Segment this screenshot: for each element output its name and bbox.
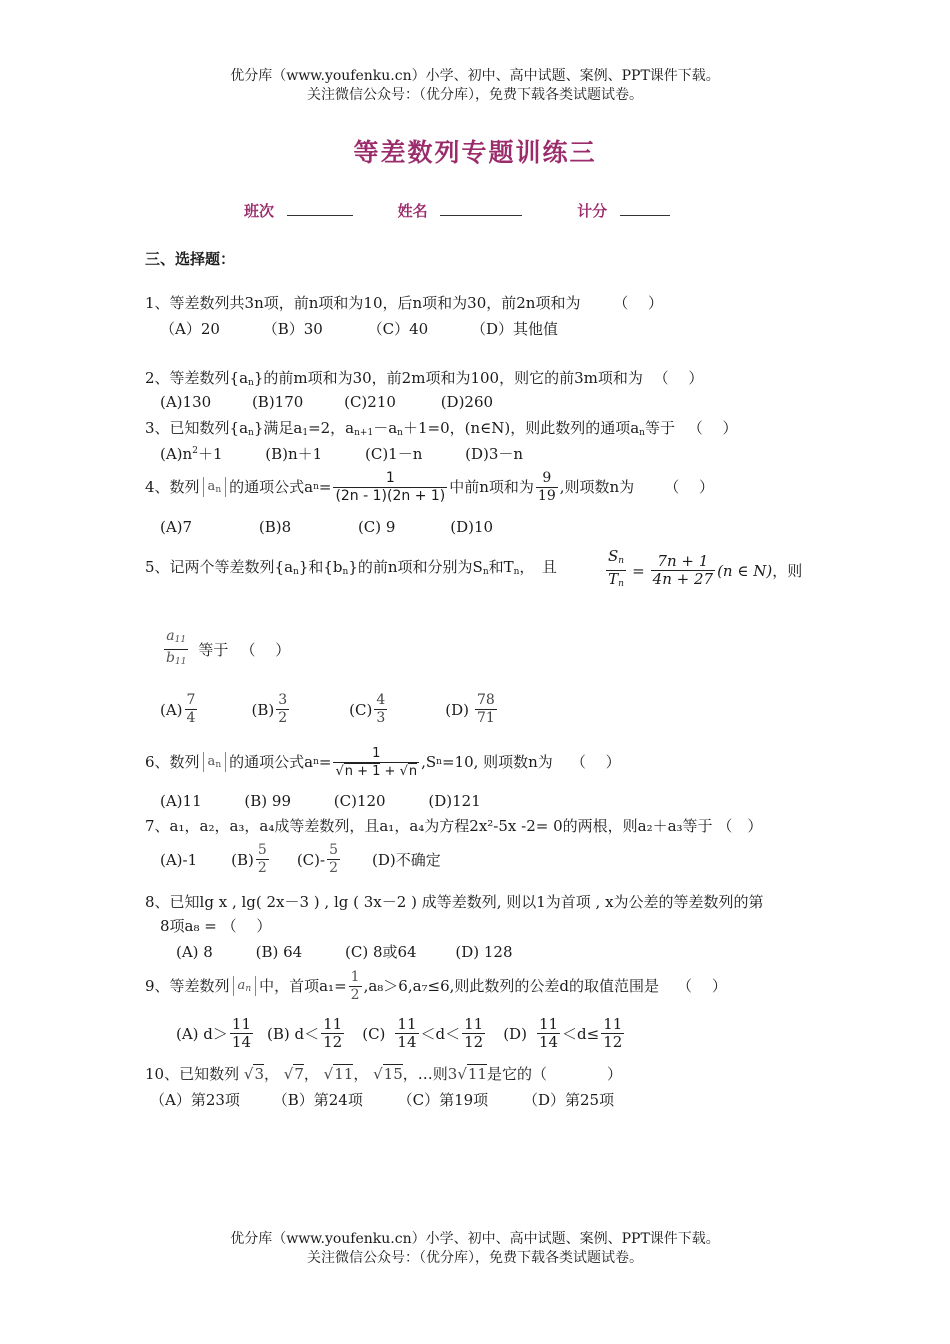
- q6-text-2: 的通项公式a: [229, 753, 314, 771]
- q9-text-3: ,a₈＞6,a₇≤6,则此数列的公差d的取值范围是: [363, 977, 660, 995]
- q5-answer-paren[interactable]: （ ）: [240, 641, 291, 659]
- q3-text-4: －a: [373, 419, 398, 437]
- q7-options: [160, 842, 441, 877]
- section-title: 三、选择题：: [145, 250, 236, 268]
- q9-option-d-num2: 11: [603, 1015, 623, 1033]
- q7-option-c-label: (C)-: [296, 850, 326, 869]
- q8-option-c[interactable]: (C) 8或64: [345, 943, 417, 961]
- q9-option-c-num2: 11: [464, 1015, 484, 1033]
- q1-option-d[interactable]: （D）其他值: [470, 320, 558, 338]
- q2-answer-paren[interactable]: （ ）: [653, 369, 704, 387]
- q9-option-a-den: 14: [231, 1033, 252, 1051]
- q9-option-d-ineq: ＜d≤: [562, 1025, 600, 1043]
- q5-option-b-den: 2: [278, 710, 288, 726]
- q4-formula-den: (2n - 1)(2n + 1): [335, 487, 446, 504]
- q5-option-c-den: 3: [376, 710, 386, 726]
- q3-answer-paren[interactable]: （ ）: [687, 419, 738, 437]
- q6-text-1: 6、数列: [145, 753, 200, 771]
- q5-option-b[interactable]: [251, 692, 291, 727]
- q9-option-c-num1: 11: [397, 1015, 417, 1033]
- q9-option-d[interactable]: [503, 1016, 626, 1051]
- q4-text-2: 的通项公式a: [229, 478, 314, 496]
- q9-first-term-num: 1: [350, 968, 360, 985]
- q5-ratio-value: [651, 553, 715, 588]
- question-5-line-1: 5、记两个等差数列$\{a_n\}$和$\{b_n\}$的前n项和分别为$S_n$和$T_n$， 且: [145, 558, 557, 577]
- q7-option-c-den: 2: [329, 860, 338, 876]
- q1-options: [160, 318, 558, 339]
- q8-option-d[interactable]: (D) 128: [455, 943, 513, 961]
- q5-option-d-label: (D): [445, 700, 469, 719]
- name-label: 姓名: [397, 202, 428, 220]
- q10-root-3: 11: [334, 1065, 354, 1083]
- q3-options: [160, 443, 523, 464]
- q9-option-b-num: 11: [323, 1015, 343, 1033]
- q8-line-2: [160, 916, 271, 936]
- q10-root-1: 3: [254, 1065, 264, 1083]
- q7-option-b-label: (B): [231, 850, 254, 869]
- score-blank[interactable]: [620, 201, 670, 216]
- q4-sum-num: 9: [542, 469, 552, 486]
- q10-text-2[interactable]: 是它的（ ）: [486, 1065, 622, 1083]
- q9-option-d-den2: 12: [603, 1033, 623, 1051]
- q1-text: 1、等差数列共3n项，前n项和为10，后n项和为30，前2n项和为: [145, 294, 581, 312]
- q6-formula-num: 1: [372, 745, 381, 761]
- q6-text-5: =10, 则项数n为: [441, 753, 553, 771]
- q4-formula-num: 1: [385, 469, 395, 486]
- q5-option-a-label: (A): [160, 700, 183, 719]
- q2-option-b[interactable]: (B)170: [251, 393, 304, 411]
- q5-text-6: ，则: [772, 562, 803, 580]
- q2-options: [160, 393, 493, 411]
- q6-option-d[interactable]: (D)121: [428, 792, 481, 810]
- q5-text-2: }和{b: [298, 558, 343, 576]
- q4-option-c[interactable]: (C) 9: [357, 518, 396, 536]
- q6-sequence-symbol: $a_n$: [203, 752, 227, 772]
- question-10: 10、已知数列 √3， √7， √11， √15，…则3√11是它的（ ）: [145, 1065, 622, 1083]
- q10-root-4: 15: [383, 1065, 403, 1083]
- q9-first-term: [349, 969, 362, 1004]
- q8-text-2: 8项a₈ =: [160, 917, 217, 935]
- q4-sequence-symbol: $a_n$: [203, 477, 227, 497]
- q3-option-a-text2: ＋1: [197, 445, 223, 463]
- q6-option-b[interactable]: (B) 99: [244, 792, 291, 810]
- q9-text-1: 9、等差数列: [145, 977, 230, 995]
- q5-option-b-num: 3: [278, 692, 288, 708]
- q6-options: [160, 792, 481, 810]
- q4-answer-paren[interactable]: （ ）: [664, 478, 714, 496]
- q9-option-b-den: 12: [323, 1033, 343, 1051]
- q7-option-c[interactable]: [297, 842, 342, 877]
- q5-option-c-label: (C): [349, 700, 373, 719]
- q4-option-a[interactable]: (A)7: [160, 518, 193, 536]
- q7-option-b-num: 5: [257, 842, 267, 858]
- q7-option-b[interactable]: [231, 842, 271, 877]
- q5-option-d[interactable]: [445, 692, 499, 727]
- q5-ratio-num: 7n + 1: [657, 552, 709, 570]
- q9-options: [176, 1016, 626, 1051]
- q2-option-c[interactable]: (C)210: [344, 393, 396, 411]
- q6-text-4: ,S: [421, 753, 437, 771]
- q1-option-a[interactable]: （A）20: [160, 320, 220, 338]
- q2-text-a: 2、等差数列{a: [145, 369, 249, 387]
- q7-text: 7、a₁，a₂，a₃，a₄成等差数列，且a₁，a₄为方程2x²-5x -2= 0的两根，则a₂＋a₃等于: [145, 817, 713, 835]
- q10-option-d[interactable]: （D）第25项: [522, 1091, 615, 1109]
- q9-option-d-label: (D): [503, 1024, 527, 1043]
- question-1: [145, 293, 663, 313]
- q9-option-a[interactable]: [176, 1016, 255, 1051]
- q10-dots: ，…则: [402, 1065, 448, 1083]
- q5-ratio-st: $\frac{S_n}{T_n}$: [606, 548, 626, 593]
- q4-text-4: 中前n项和为: [449, 478, 534, 496]
- q10-coef: 3: [447, 1065, 458, 1083]
- q2-text-b: }的前m项和为30，前2m项和为100，则它的前3m项和为: [253, 369, 643, 387]
- q9-text-2: 中，首项a₁=: [259, 977, 347, 995]
- footer-line-1: 优分库（www.youfenku.cn）小学、初中、高中试题、案例、PPT课件下载。: [230, 1231, 720, 1247]
- q10-text-1: 10、已知数列: [145, 1065, 240, 1083]
- q6-formula: $\frac{1}{√n + 1 + √n}$: [335, 745, 418, 779]
- q4-formula: [333, 470, 447, 505]
- q5-option-b-label: (B): [251, 700, 275, 719]
- q4-text-1: 4、数列: [145, 478, 200, 496]
- q9-option-c-den2: 12: [464, 1033, 484, 1051]
- q9-first-term-den: 2: [350, 986, 360, 1003]
- question-3: 3、已知数列$\{a_n\}$满足$a_1=2$，$a_{n+1}-a_n+1=0$，(n∈N)，则此数列的通项$a_n$等于 （ ）: [145, 419, 738, 438]
- question-4: 4、数列 $a_n$ 的通项公式a n = $\frac{1}{(2n - 1)(2n + 1)}$ 中前n项和为 $\frac{9}{19}$ ,则项数n为 （ ）: [145, 469, 714, 504]
- q1-answer-paren[interactable]: （ ）: [613, 294, 664, 312]
- q9-option-a-label: (A) d＞: [176, 1025, 228, 1043]
- q9-option-b-label: (B) d＜: [267, 1025, 320, 1043]
- q7-option-a[interactable]: (A)-1: [160, 850, 198, 869]
- q1-option-c[interactable]: （C）40: [367, 320, 429, 338]
- q4-text-5: ,则项数n为: [559, 478, 635, 496]
- q8-option-b[interactable]: (B) 64: [255, 943, 303, 961]
- q8-options: [176, 941, 513, 962]
- question-9: [145, 966, 727, 1006]
- q3-option-a-text1: (A)n: [160, 445, 193, 463]
- q4-sum-den: 19: [537, 487, 556, 504]
- q5-option-d-num: 78: [476, 692, 495, 708]
- q5-option-a[interactable]: [160, 692, 199, 727]
- question-2: 2、等差数列$\{a_n\}$的前m项和为30，前2m项和为100，则它的前3m项和为 （ ）: [145, 369, 704, 388]
- header-line-1: 优分库（www.youfenku.cn）小学、初中、高中试题、案例、PPT课件下载。: [230, 68, 720, 84]
- q3-text-1: 3、已知数列{a: [145, 419, 249, 437]
- q10-option-b[interactable]: （B）第24项: [272, 1091, 363, 1109]
- q3-text-5: ＋1=0，(n∈N)，则此数列的通项a: [402, 419, 640, 437]
- q6-option-a[interactable]: (A)11: [160, 792, 202, 810]
- q5-text-5: ， 且: [519, 558, 557, 576]
- question-6: 6、数列 $a_n$ 的通项公式a n = $\frac{1}{√n + 1 + √n}$ ,S n =10, 则项数n为 （ ）: [145, 745, 621, 779]
- q5-a11-b11: $a_{11}$ $b_{11}$: [164, 628, 188, 671]
- q8-answer-paren[interactable]: （ ）: [221, 917, 272, 935]
- q7-option-b-den: 2: [257, 860, 267, 876]
- q3-text-3: =2，a: [308, 419, 355, 437]
- q10-options: [150, 1089, 614, 1110]
- q5-text-4: 和T: [488, 558, 514, 576]
- q9-option-b[interactable]: [267, 1016, 346, 1051]
- header-line-2: 关注微信公众号：（优分库），免费下载各类试题试卷。: [307, 87, 643, 103]
- name-blank[interactable]: [440, 201, 522, 216]
- q9-sequence-symbol: $a_n$: [233, 976, 257, 996]
- q5-option-a-den: 4: [186, 710, 196, 726]
- q5-ratio-den: 4n + 27: [652, 570, 714, 588]
- q1-option-b[interactable]: （B）30: [262, 320, 323, 338]
- q10-root-5: 11: [467, 1065, 487, 1083]
- q3-text-2: }满足a: [253, 419, 303, 437]
- q2-option-d[interactable]: (D)260: [440, 393, 494, 411]
- q3-option-c[interactable]: (C)1－n: [364, 445, 423, 463]
- q6-option-c[interactable]: (C)120: [333, 792, 386, 810]
- q5-option-a-num: 7: [186, 692, 196, 708]
- class-blank[interactable]: [287, 201, 353, 216]
- q9-option-c-label: (C): [362, 1024, 386, 1043]
- q6-answer-paren[interactable]: （ ）: [570, 753, 621, 771]
- q5-text-7: 等于: [198, 641, 229, 659]
- q9-option-d-den1: 14: [538, 1033, 559, 1051]
- q3-option-b[interactable]: (B)n＋1: [265, 445, 323, 463]
- q4-options: [160, 518, 493, 536]
- q5-option-c[interactable]: [349, 692, 389, 727]
- q4-option-d[interactable]: (D)10: [450, 518, 494, 536]
- question-5-line-2: [162, 628, 290, 671]
- footer-line-2: 关注微信公众号：（优分库），免费下载各类试题试卷。: [307, 1250, 643, 1266]
- question-7: [145, 816, 762, 836]
- q5-options: [160, 692, 499, 727]
- q6-text-3: =: [318, 753, 332, 771]
- q5-ratio-formula: $\frac{S_n}{T_n}$ = $\frac{7n + 1}{4n + 27}$ (n ∈ N) ，则: [604, 548, 802, 593]
- q7-option-d[interactable]: (D)不确定: [371, 851, 441, 869]
- q4-text-3: =: [318, 478, 332, 496]
- q3-option-a[interactable]: $(A)n^2+1$: [160, 445, 223, 463]
- score-label: 计分: [577, 202, 608, 220]
- student-info-row: [244, 200, 670, 221]
- q5-text-1: 5、记两个等差数列{a: [145, 558, 294, 576]
- class-label: 班次: [244, 202, 275, 220]
- q4-option-b[interactable]: (B)8: [258, 518, 292, 536]
- q4-sum-fraction: [536, 470, 558, 505]
- q10-option-a[interactable]: （A）第23项: [150, 1091, 240, 1109]
- q5-condition: (n ∈ N): [717, 561, 773, 580]
- q5-option-d-den: 71: [476, 710, 495, 726]
- q8-option-a[interactable]: (A) 8: [176, 943, 213, 961]
- q7-answer-paren[interactable]: （ ）: [717, 817, 763, 835]
- q8-line-1: 8、已知lg x , lg( 2x－3 ) , lg ( 3x－2 ) 成等差数列, 则以1为首项 , x为公差的等差数列的第: [145, 893, 764, 911]
- q2-option-a[interactable]: (A)130: [160, 393, 212, 411]
- q9-option-a-num: 11: [231, 1015, 252, 1033]
- q9-option-c-ineq: ＜d＜: [420, 1025, 461, 1043]
- q3-option-d[interactable]: (D)3－n: [465, 445, 524, 463]
- q3-text-6: 等于: [644, 419, 675, 437]
- q10-root-2: 7: [294, 1065, 304, 1083]
- q5-text-3: }的前n项和分别为S: [348, 558, 483, 576]
- q9-option-d-num1: 11: [538, 1015, 559, 1033]
- q10-option-c[interactable]: （C）第19项: [397, 1091, 489, 1109]
- q7-option-c-num: 5: [329, 842, 338, 858]
- page-title: 等差数列专题训练三: [353, 138, 597, 167]
- q9-option-c[interactable]: [362, 1016, 487, 1051]
- q9-option-c-den1: 14: [397, 1033, 417, 1051]
- q5-option-c-num: 4: [376, 692, 386, 708]
- q9-answer-paren[interactable]: （ ）: [677, 977, 727, 995]
